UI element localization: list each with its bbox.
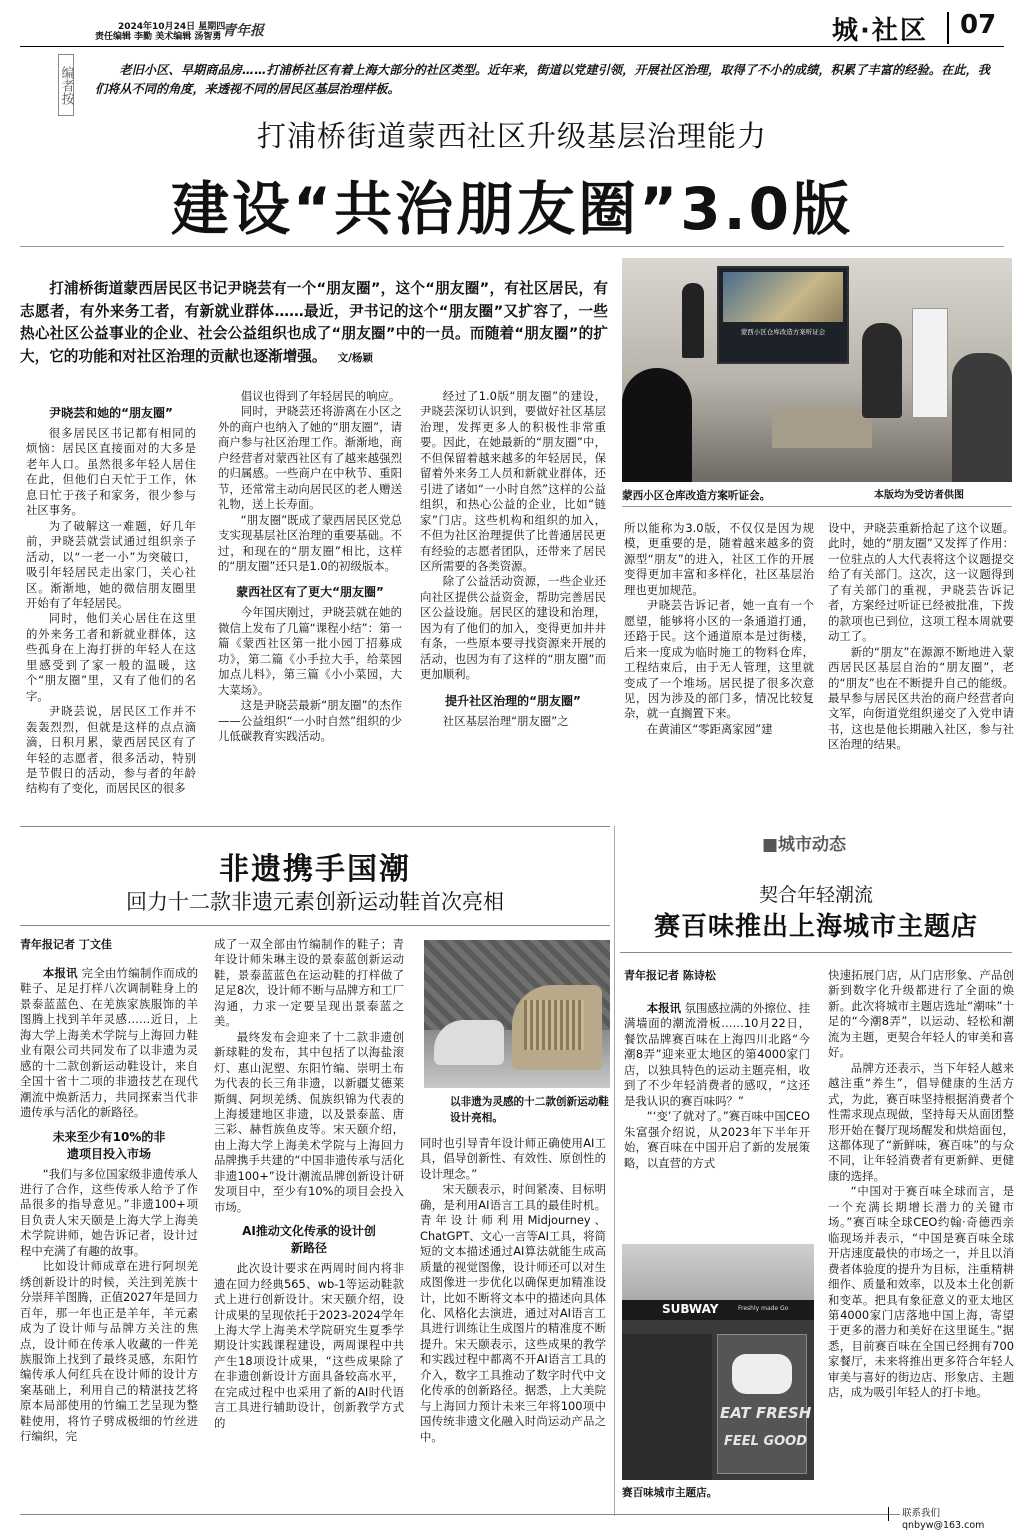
paragraph: 宋天颐表示，时间紧凑、目标明确，是利用AI语言工具的最佳时机。青年设计师利用Midjourney、ChatGPT、文心一言等AI工具，将简短的文本描述通过AI算法就能生成高质量的视觉图像，设计师还可以对生成图像进一步优化以确保更加精准设计，比如不断将文本中的描述向具体化、风格化去演进，通过对AI语言工具进行训练让生成图片的精准度不断提升。宋天颐表示，这些成果的教学和实践过程中都离不开AI语言工具的介入，数字工具推动了数字时代中文化传承的创新路径。据悉，上大美院与上海回力预计未来三年将100项中国传统非遗文化融入时尚运动产品之中。: [420, 1182, 606, 1444]
paragraph: [624, 1001, 810, 1109]
paragraph: “中国对于赛百味全球而言，是一个充满长期增长潜力的关键市场。”赛百味全球CEO约翰·奇德西亲临现场并表示，“中国是赛百味全球开店速度最快的市场之一，并且以消费者体验度的提升为目标，注重精耕细作、质量和效率，以及本土化创新和变革。把具有象征意义的亚太地区第4000家门店落地中国上海，寄望于更多的潜力和美好在这里诞生。”据悉，目前赛百味在全国已经拥有700家餐厅，未来将推出更多符合年轻人审美与喜好的街边店、形象店、主题店，成为吸引年轻人的打卡地。: [828, 1184, 1014, 1400]
subway-store-photo: [622, 1244, 814, 1480]
paragraph: 经过了1.0版“朋友圈”的建设，尹晓芸深切认识到，要做好社区基层治理，发挥更多人的积极性非常重要。因此，在她最新的“朋友圈”中，不但保留着越来越多的年轻居民，保留着外来务工人员和新就业群体，还引进了诸如“一小时自然”这样的公益组织，和热心公益的企业，比如“链家”门店。这些机构和组织的加入，不但为社区治理提供了比普通居民更有经验的志愿者团队，还带来了居民区所需要的各类资源。: [420, 389, 606, 573]
paragraph: 这是尹晓芸最新“朋友圈”的杰作——公益组织“一小时自然”组织的少儿低碳教育实践活动。: [218, 698, 402, 744]
editor-note-label: [58, 54, 74, 116]
photo-credit: 本版均为受访者供图: [874, 490, 964, 501]
paragraph-text: 氛围感拉满的外擦位、挂满墙面的潮流滑板……10月22日，餐饮品牌赛百味在上海四川北路“今潮8弄”迎来亚太地区的第4000家门店，以独具特色的运动主题亮相，收到了不少年轻消费者的感叹，“这还是我认识的赛百味吗？”: [624, 1001, 810, 1108]
article3-title: 赛百味推出上海城市主题店: [653, 912, 978, 942]
paragraph: 在黄浦区“零距离家园”建: [646, 721, 773, 736]
paragraph: 尹晓芸说，居民区工作并不轰轰烈烈，但就是这样的点点滴滴，日积月累，蒙西居民区有了年轻的志愿者，很多活动，特别是节假日的活动，参与者的年龄结构有了变化，而居民区的很多: [26, 704, 196, 796]
article3-rule: [620, 952, 1012, 953]
column-rule-vertical: [614, 826, 615, 1516]
paragraph: 成了一双全部由竹编制作的鞋子；青年设计师朱琳主设的景泰蓝创新运动鞋，景泰蓝蓝色在运动鞋的打样做了足足8次，设计师不断与品牌方和工厂沟通，力求一定要呈现出景泰蓝之美。: [214, 937, 404, 1029]
article3-column-2: [828, 968, 1014, 1401]
editor-note-label-text: 编者按: [58, 65, 74, 105]
subhead-ai: AI推动文化传承的设计创新路径: [242, 1224, 376, 1256]
article2-title: 非遗携手国潮: [219, 852, 411, 887]
article3-column-1: [624, 968, 810, 1171]
subhead-yin: 尹晓芸和她的“朋友圈”: [49, 406, 173, 420]
section-rule-left: [20, 826, 610, 827]
paragraph: 比如设计师成章在进行阿坝羌绣创新设计的时候，关注到羌族十分崇拜羊图腾，正值2027年是回力百年，那一年也正是羊年，羊元素成为了设计师与品牌方关注的焦点，设计师在传承人收藏的一件羌族服饰上找到了最终灵感，东阳竹编传承人何红兵在设计师的设计方案基础上，利用自己的精湛技艺将原本局部使用的竹编工艺呈现为整鞋使用，将竹子劈成极细的竹丝进行编织，完: [20, 1259, 198, 1444]
article2-column-2: [214, 937, 404, 1431]
window-text-eat-fresh: EAT FRESH: [720, 1404, 812, 1422]
article2-column-3: [420, 1136, 606, 1445]
main-lead-text: 打浦桥街道蒙西居民区书记尹晓芸有一个“朋友圈”，这个“朋友圈”，有社区居民，有志愿者，有外来务工者，有新就业群体……最近，尹书记的这个“朋友圈”又扩容了，一些热心社区公益事业的企业、社会公益组织也成了“朋友圈”中的一员。而随着“朋友圈”的扩大，它的功能和对社区治理的贡献也逐渐增强。: [20, 280, 608, 365]
store-sign: SUBWAY: [662, 1302, 719, 1316]
sneaker-photo-caption: 以非遗为灵感的十二款创新运动鞋设计亮相。: [450, 1096, 609, 1124]
title-rule: [20, 246, 1004, 247]
lead-tag: 本报讯: [646, 1001, 681, 1015]
hearing-photo: [622, 258, 1012, 482]
paragraph: 同时，他们关心居住在这里的外来务工者和新就业群体，这些孤身在上海打拼的年轻人在这里感受到了家一般的温暖，这个“朋友圈”里，又有了他们的名字。: [26, 611, 196, 703]
header-date: 2024年10月24日 星期四: [118, 22, 226, 32]
header-editors: 责任编辑 李勤 美术编辑 汤智勇: [95, 32, 222, 42]
paragraph: 倡议也得到了年轻居民的响应。: [240, 389, 401, 403]
window-text-feel-good: FEEL GOOD: [724, 1434, 808, 1449]
paragraph: 设中，尹晓芸重新拾起了这个议题。此时，她的“朋友圈”又发挥了作用：一位驻点的人大代表将这个议题提交给了有关部门。这次，这一议题得到了有关部门的重视，尹晓芸告诉记者，方案经过听证已经被批准，下拨的款项也已到位，这项工程本周就要动工了。: [828, 521, 1014, 644]
header-divider: [947, 12, 949, 44]
article3-byline: 青年报记者 陈诗松: [624, 969, 716, 982]
main-column-5: [828, 521, 1014, 753]
main-column-4: [624, 521, 814, 737]
subway-photo-caption: 赛百味城市主题店。: [622, 1487, 718, 1499]
footer-rule: [20, 1514, 1004, 1515]
paragraph: 今年国庆刚过，尹晓芸就在她的微信上发布了几篇“课程小结”：第一篇《蒙西社区第一批小园丁招募成功》，第二篇《小手拉大手，给菜园加点儿料》，第三篇《小小菜园，大大菜场》。: [218, 605, 402, 697]
paragraph: 所以能称为3.0版，不仅仅是因为规模，更重要的是，随着越来越多的资源型“朋友”的进入，社区工作的开展变得更加丰富和多样化，社区基层治理也更加规范。: [624, 521, 814, 597]
article2-subtitle: 回力十二款非遗元素创新运动鞋首次亮相: [126, 890, 504, 914]
paragraph-text: 完全由竹编制作而成的鞋子、足足打样八次调制鞋身上的景泰蓝蓝色、在羌族家族服饰的羊图腾上找到羊年灵感……近日，上海大学上海美术学院与上海回力鞋业有限公司共同发布了以非遗为灵感的十二款创新运动鞋设计，来自全国十省十二项的非遗技艺在现代潮流中焕新活力，共同探索当代非遗传承与活化的新路径。: [20, 966, 198, 1120]
photo-rule: [622, 506, 1012, 507]
paragraph: “‘变’了就对了。”赛百味中国CEO朱富强介绍说，从2023年下半年开始，赛百味在中国开启了新的发展策略，以直营的方式: [624, 1109, 810, 1170]
lead-tag: 本报讯: [42, 966, 78, 980]
paragraph: 除了公益活动资源，一些企业还向社区提供公益资金，帮助完善居民区公益设施。居民区的建设和治理，因为有了他们的加入，变得更加井井有条，一些原本要寻找资源来开展的活动，也因为有了这样的“朋友圈”而更加顺利。: [420, 574, 606, 682]
main-title: 建设“共治朋友圈”3.0版: [171, 175, 853, 243]
main-column-1: [26, 402, 196, 797]
article3-kicker: 契合年轻潮流: [758, 884, 873, 906]
store-sign-2: Freshly made Go: [738, 1305, 789, 1312]
article2-byline: 青年报记者 丁文佳: [20, 938, 112, 951]
city-news-label: ■城市动态: [762, 835, 847, 855]
subhead-upgrade: 提升社区治理的“朋友圈”: [445, 693, 581, 708]
editor-note-text: 老旧小区、早期商品房……打浦桥社区有着上海大部分的社区类型。近年来，街道以党建引领，开展社区治理，取得了不小的成绩，积累了丰富的经验。在此，我们将从不同的角度，来透视不同的居民区基层治理样板。: [95, 63, 990, 96]
sneaker-photo: [424, 940, 610, 1088]
header-logo: 青年报: [222, 23, 264, 39]
photo-screen-text: 蒙西小区仓库改造方案听证会: [740, 328, 826, 336]
article2-rule: [20, 925, 610, 926]
paragraph: “朋友圈”既成了蒙西居民区党总支实现基层社区治理的重要基础。不过，和现在的“朋友圈”相比，这样的“朋友圈”还只是1.0的初级版本。: [218, 512, 402, 573]
paragraph: 最终发布会迎来了十二款非遗创新球鞋的发布，其中包括了以海盐滚灯、惠山泥塑、东阳竹编、崇明土布为代表的长三角非遗，以新疆艾德莱斯绸、阿坝羌绣、侃族织锦为代表的上海援建地区非遗，以及景泰蓝、唐三彩、赫哲族鱼皮等。宋天颐介绍，由上海大学上海美术学院与上海回力品牌携手共建的“中国非遗传承与活化非遗100+”设计潮流品牌创新设计研发项目中，至少有10%的项目会投入市场。: [214, 1029, 404, 1214]
paragraph: “我们与多位国家级非遗传承人进行了合作，这些传承人给予了作品很多的指导意见。”非遗100+项目负责人宋天颐是上海大学上海美术学院讲师，她告诉记者，设计过程中充满了有趣的故事。: [20, 1166, 198, 1258]
paragraph: 新的“朋友”在源源不断地进入蒙西居民区基层自治的“朋友圈”，老的“朋友”也在不断提升自己的能级。最早参与居民区共治的商户经营者向文军，向街道党组织递交了入党申请书，这也是他长期融入社区，参与社区治理的结果。: [828, 644, 1014, 752]
paragraph: 此次设计要求在两周时间内将非遗在回力经典565、wb-1等运动鞋款式上进行创新设计。宋天颐介绍，设计成果的呈现依托于2023-2024学年上海大学上海美术学院研究生夏季学期设计实践课程建设，两周课程中共产生18项设计成果，“这些成果除了在非遗创新设计方面具备较高水平，在完成过程中也采用了新的AI时代语言工具进行辅助设计，创新教学方式的: [214, 1261, 404, 1430]
paragraph: 社区基层治理“朋友圈”之: [442, 713, 569, 728]
main-kicker: 打浦桥街道蒙西社区升级基层治理能力: [256, 119, 767, 153]
paragraph: 快速拓展门店，从门店形象、产品创新到数字化升级都进行了全面的焕新。此次将城市主题店选址“潮味”十足的“今潮8弄”，以运动、轻松和潮流为主题，更契合年轻人的审美和喜好。: [828, 968, 1014, 1060]
article2-column-1: [20, 937, 198, 1445]
paragraph: 很多居民区书记都有相同的烦恼：居民区直接面对的大多是老年人口。虽然很多年轻人居住在此，但他们白天忙于工作，休息日忙于孩子和家务，很少参与社区事务。: [26, 426, 196, 518]
main-column-2: [218, 389, 402, 745]
hearing-photo-caption: 蒙西小区仓库改造方案听证会。: [622, 490, 771, 502]
photo-screen: [717, 266, 849, 364]
subhead-10-percent: 未来至少有10%的非遗项目投入市场: [52, 1129, 166, 1161]
paragraph: 品牌方还表示，当下年轻人越来越注重“养生”，倡导健康的生活方式，为此，赛百味坚持根据消费者个性需求现点现做，坚持每天从面团整形开始在餐厅现场醒发和烘焙面包，这都体现了“新鲜味，赛百味”的与众不同，让年轻消费者有更新鲜、更健康的选择。: [828, 1060, 1014, 1183]
paragraph: 同时也引导青年设计师正确使用AI工具，倡导创新性、有效性、原创性的设计理念。”: [420, 1136, 606, 1181]
section-name: 城·社区: [832, 16, 928, 46]
main-byline: 文/杨颖: [337, 351, 373, 364]
main-column-3: [420, 389, 606, 729]
paragraph: 同时，尹晓芸还将游离在小区之外的商户也纳入了她的“朋友圈”，请商户参与社区治理工作。渐渐地，商户经营者对蒙西社区有了越来越强烈的归属感。一些商户在中秋节、重阳节，还常常主动向居民区的老人赠送礼物，送上长寿面。: [218, 404, 402, 512]
paragraph: [20, 966, 198, 1121]
subhead-bigger-circle: 蒙西社区有了更大“朋友圈”: [236, 585, 384, 600]
header-rule: [20, 46, 1004, 47]
footer-tick: [888, 1507, 889, 1521]
paragraph: 尹晓芸告诉记者，她一直有一个愿望，能够将小区的一条通道打通，还路于民。这个通道原本是过街楼，后来一度成为临时施工的物料仓库，工程结束后，由于无人管理，这里就变成了一个堆场。居民提了很多次意见，因为涉及的部门多，情况比较复杂，就一直搁置下来。: [624, 598, 814, 721]
footer-contact: 联系我们 qnbyw@163.com: [900, 1508, 1024, 1532]
page-number: 07: [960, 10, 997, 40]
main-lead: [20, 278, 608, 369]
paragraph: 为了破解这一难题，好几年前，尹晓芸就尝试通过组织亲子活动，以“一老一小”为突破口，吸引年轻居民走出家门，关心社区。渐渐地，她的微信朋友圈里开始有了年轻居民。: [26, 518, 196, 610]
